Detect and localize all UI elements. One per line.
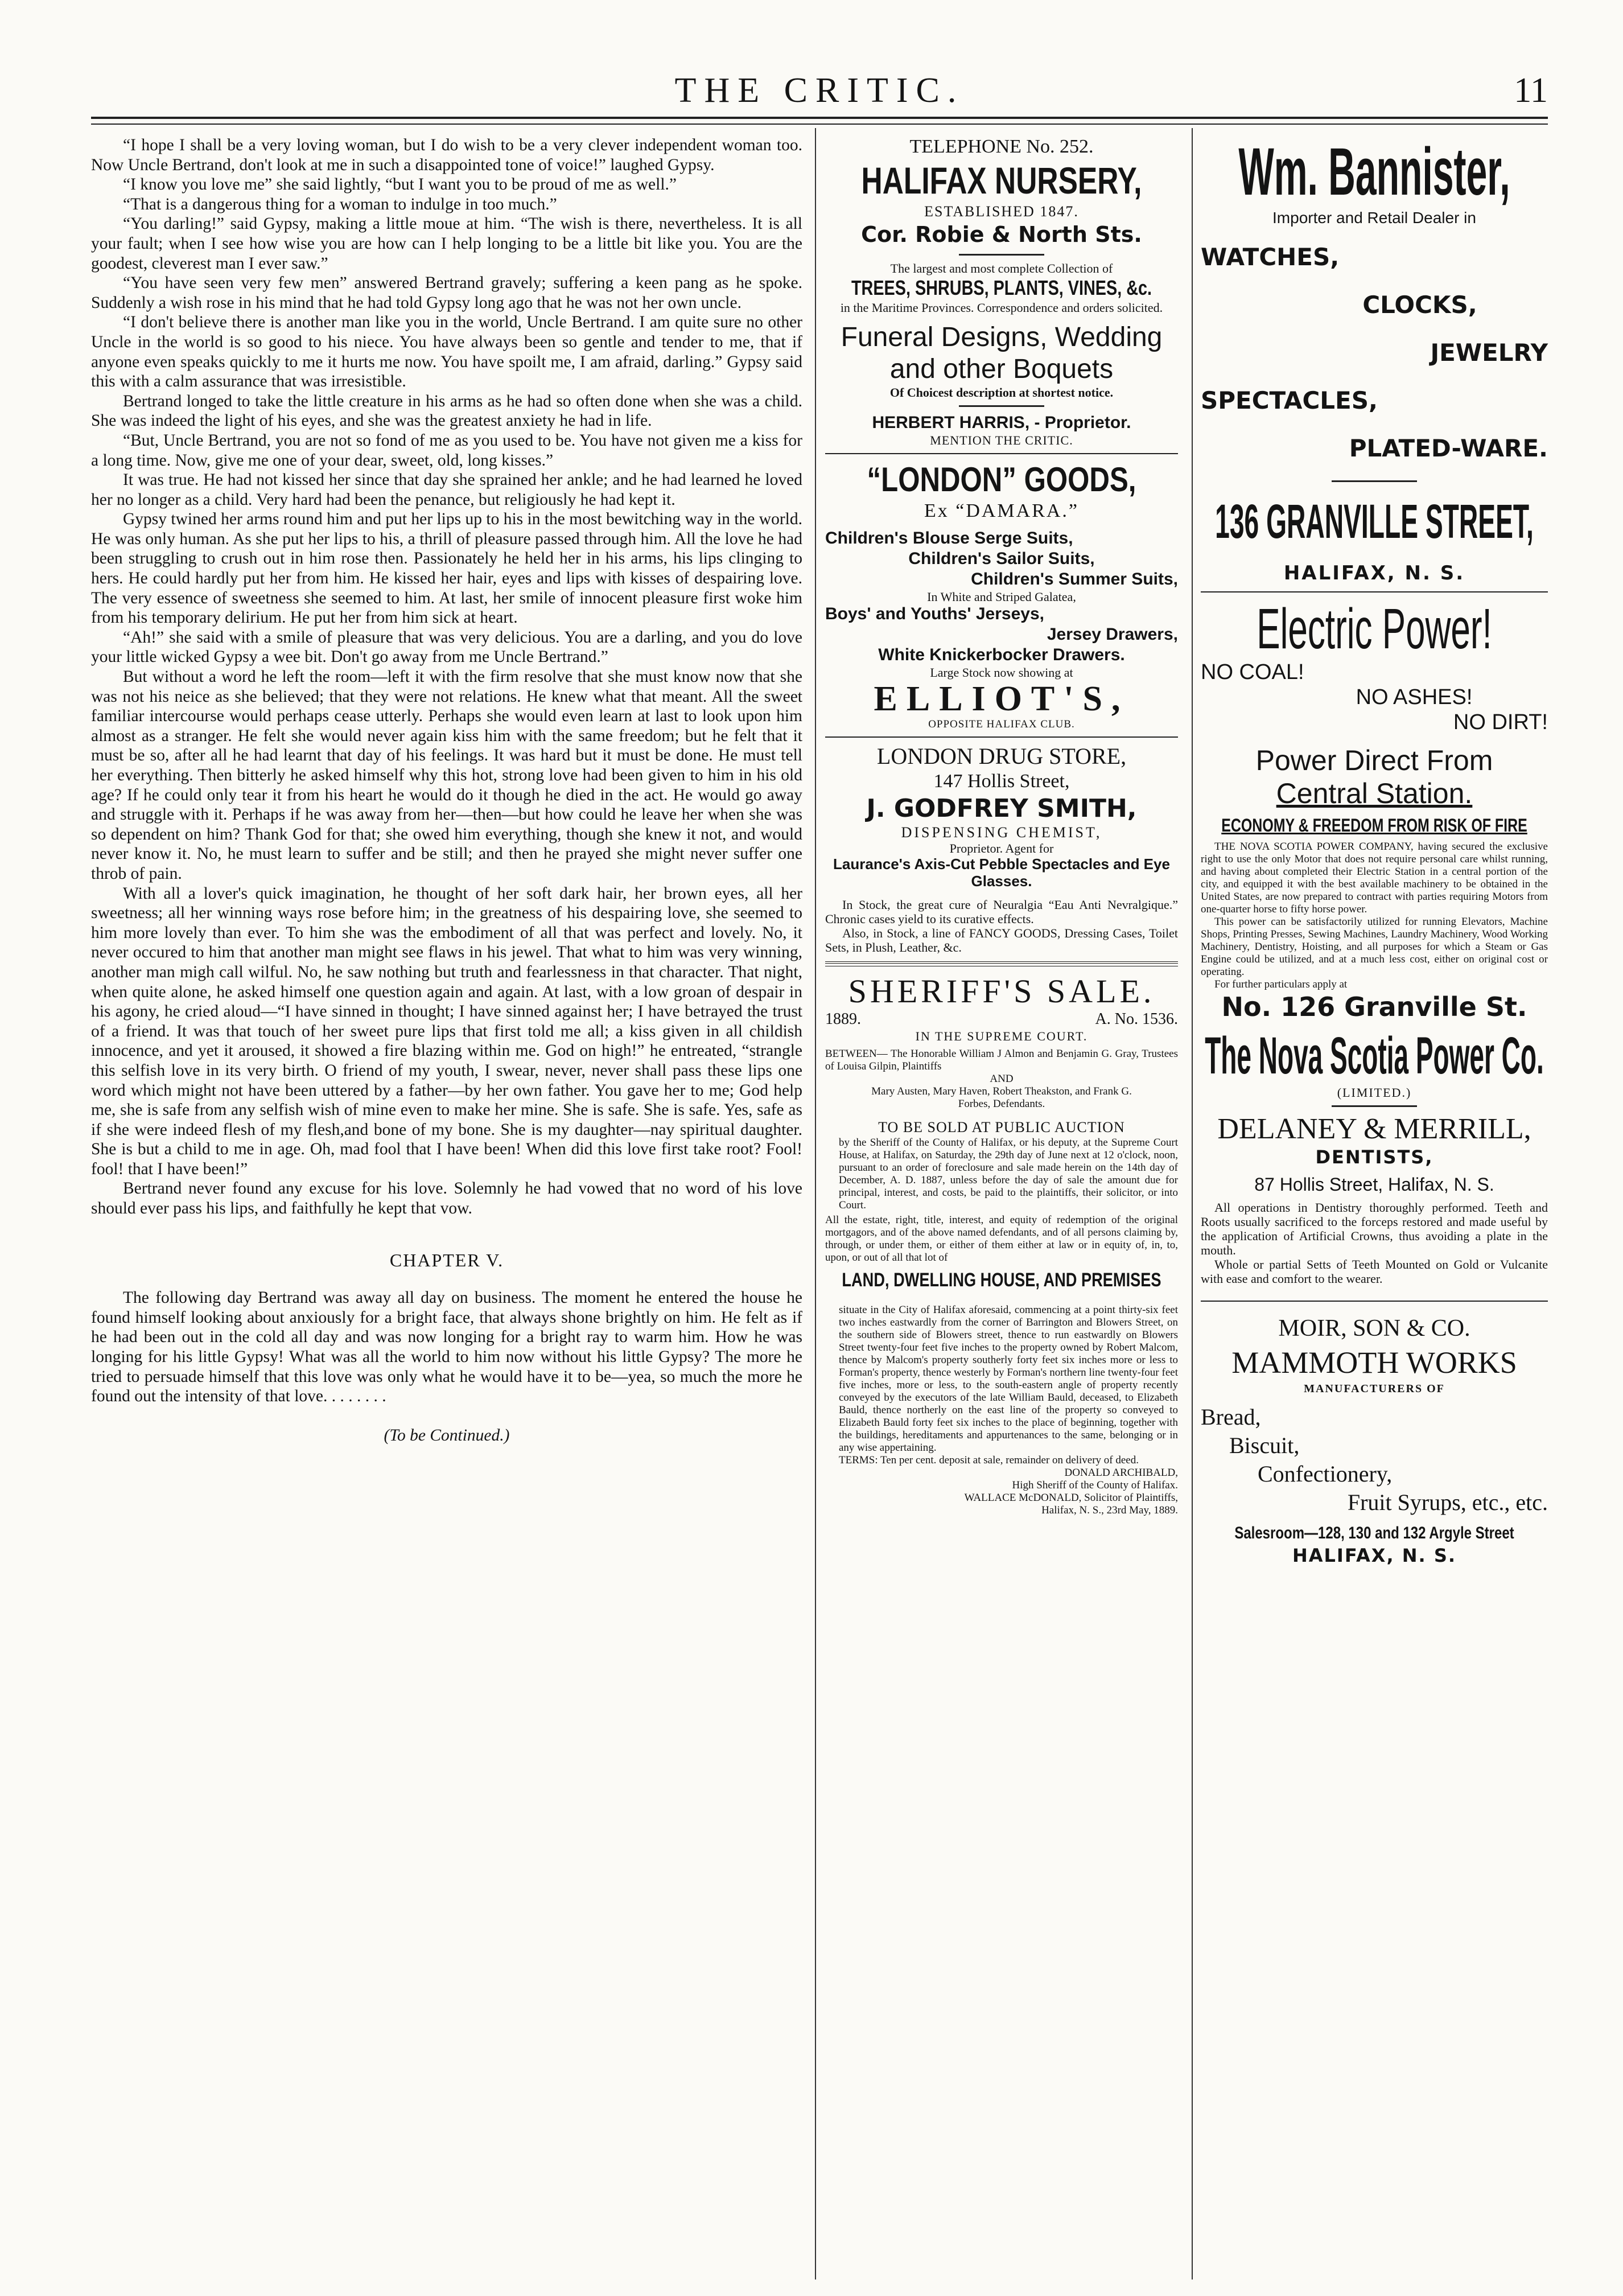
sheriff-property: LAND, DWELLING HOUSE, AND PREMISES [842, 1269, 1161, 1291]
story-paragraph: “But, Uncle Bertrand, you are not so fond of me as you used to be. You have not given me a kiss for a long time. Now, give me one of your dear, sweet, old, long kisses.” [91, 431, 802, 470]
story-paragraph: “You have seen very few men” answered Bertrand gravely; suffering a keen pang as he spoke. Suddenly a wish rose in his mind that he had told Gypsy long ago that he was not her own uncle. [91, 274, 802, 312]
bannister-city: HALIFAX, N. S. [1283, 562, 1465, 585]
drug-store-product: Laurance's Axis-Cut Pebble Spectacles and Eye Glasses. [833, 855, 1170, 890]
dentists-title: DENTISTS, [1315, 1146, 1433, 1168]
nursery-funeral-note: Of Choicest description at shortest notice. [889, 385, 1114, 400]
drug-store-ad [825, 743, 1178, 954]
sheriff-parties: BETWEEN— The Honorable William J Almon and Benjamin G. Gray, Trustees of Louisa Gilpin, Plaintiffs [825, 1048, 1178, 1072]
goods-store: ELLIOT'S, [874, 680, 1130, 718]
bannister-address: 136 GRANVILLE STREET, [1215, 495, 1534, 548]
nursery-ad [825, 135, 1178, 447]
moir-item: Confectionery, [1258, 1461, 1393, 1487]
bannister-ad [1201, 135, 1548, 586]
sheriff-auction: TO BE SOLD AT PUBLIC AUCTION [878, 1119, 1125, 1135]
sheriff-property-body: situate in the City of Halifax aforesaid, commencing at a point thirty-six feet two inches eastwardly from the corner of Barrington and Blowers Street, on the southern side of Blowers street, thence to run eastwardly on Blowers Street twenty-four feet five inches to the property owned by Robert Malcom, thence by Malcom's property southerly forty feet six inches more or less to Forman's property, thence westerly by Forman's northern line twenty-four feet five inches, more or less, to the south-eastern angle of property recently conveyed by the executors of the late William Bauld, deceased, to Elizabeth Bauld, thence northerly on the east line of the property so conveyed to Elizabeth Bauld forty feet six inches to the place of beginning, together with the buildings, hereditaments and appurtenances to the same, belonging or in any wise appertaining. [839, 1304, 1178, 1454]
goods-ship: Ex “DAMARA.” [924, 500, 1080, 521]
moir-item: Biscuit, [1229, 1433, 1300, 1458]
goods-line: White Knickerbocker Drawers. [878, 645, 1125, 664]
bannister-item: SPECTACLES, [1201, 386, 1378, 414]
ad-column-middle [825, 135, 1178, 1517]
moir-manufacturers: MANUFACTURERS OF [1304, 1382, 1445, 1395]
power-no-coal: NO COAL! [1201, 660, 1304, 684]
goods-line: Children's Blouse Serge Suits, [825, 529, 1073, 548]
story-paragraph: “Ah!” she said with a smile of pleasure that was very delicious. You are a darling, and you do love your little wicked Gypsy a wee bit. Don't go away from me Uncle Bertrand.” [91, 628, 802, 666]
column-divider [815, 128, 816, 2279]
nursery-established: ESTABLISHED 1847. [924, 203, 1079, 220]
sheriff-case-line [825, 1010, 1178, 1029]
column-divider [1192, 128, 1193, 2279]
moir-item: Fruit Syrups, etc., etc. [1347, 1489, 1548, 1515]
separator [1332, 1105, 1417, 1107]
story-paragraph: Gypsy twined her arms round him and put her lips up to his in the most bewitching way in the world. He was only human. As she put her lips to his, a thrill of pleasure passed through him. All the love he had been struggling to crush out in him rose then. Passionately he held her in his arms, his lips clinging to hers. He could hardly put her from him. He kissed her hair, eyes and lips with kisses of despairing love. The very essence of sweetness she seemed to him. At last, her smile of innocent pleasure first woke him from his temporary delirium. He put her from him sick at heart. [91, 510, 802, 627]
page-title: THE CRITIC. [674, 71, 965, 110]
power-company: The Nova Scotia Power Co. [1205, 1027, 1544, 1085]
ad-rule [825, 961, 1178, 966]
dentists-name: DELANEY & MERRILL, [1217, 1113, 1531, 1145]
nursery-telephone: TELEPHONE No. 252. [909, 136, 1094, 157]
dentists-body: Whole or partial Setts of Teeth Mounted on Gold or Vulcanite with ease and comfort to the wearer. [1201, 1257, 1548, 1286]
goods-opposite: OPPOSITE HALIFAX CLUB. [928, 718, 1075, 730]
drug-store-body: Also, in Stock, a line of FANCY GOODS, Dressing Cases, Toilet Sets, in Plush, Leather, &c. [825, 926, 1178, 954]
sheriff-year: 1889. [825, 1010, 861, 1028]
goods-line: Jersey Drawers, [1047, 625, 1178, 644]
london-goods-ad [825, 460, 1178, 731]
sheriff-defendants: Mary Austen, Mary Haven, Robert Theakston, and Frank G. Forbes, Defendants. [871, 1085, 1132, 1110]
drug-store-body: In Stock, the great cure of Neuralgia “Eau Anti Nevralgique.” Chronic cases yield to its curative effects. [825, 898, 1178, 926]
moir-salesroom: Salesroom—128, 130 and 132 Argyle Street [1234, 1524, 1514, 1542]
power-no-ashes: NO ASHES! [1356, 685, 1473, 709]
power-limited: (LIMITED.) [1337, 1085, 1412, 1100]
electric-power-ad [1201, 598, 1548, 1100]
sheriff-solicitor: WALLACE McDONALD, Solicitor of Plaintiffs, [964, 1492, 1178, 1504]
drug-store-proprietor: Proprietor. Agent for [949, 841, 1054, 855]
power-body: THE NOVA SCOTIA POWER COMPANY, having secured the exclusive right to use the only Motor that does not require personal care whilst running, and having about completed their Electric Station in a central portion of the city, and equipped it with the best available machinery to be obtained in the United States, are now prepared to contract with parties requiring Motors from one-quarter horse to fifty horse power. [1201, 841, 1548, 915]
moir-city: HALIFAX, N. S. [1292, 1545, 1457, 1566]
sheriff-title: SHERIFF'S SALE. [848, 973, 1155, 1010]
power-economy: ECONOMY & FREEDOM FROM RISK OF FIRE [1221, 815, 1527, 836]
sheriff-court: IN THE SUPREME COURT. [915, 1029, 1088, 1043]
bannister-item: PLATED-WARE. [1349, 434, 1548, 462]
sheriff-auction-body: by the Sheriff of the County of Halifax, or his deputy, at the Supreme Court House, at Halifax, on Saturday, the 29th day of June next at 12 o'clock, noon, pursuant to an order of foreclosure and sale made herein on the 14th day of December, A. D. 1887, unless before the day of sale the amount due for principal, interest, and costs, be paid to the plaintiffs, their solicitor, or into Court. [839, 1137, 1178, 1211]
power-address: No. 126 Granville St. [1221, 991, 1527, 1022]
bannister-name: Wm. Bannister, [1238, 134, 1510, 209]
story-column [91, 135, 802, 1445]
sheriff-estate: All the estate, right, title, interest, and equity of redemption of the original mortgagors, and of the above named defendants, and of all persons claiming by, through, or under them, or either of them either at law or in equity of, in, to, upon, or out of all that lot of [825, 1214, 1178, 1264]
bannister-item: WATCHES, [1201, 243, 1340, 271]
nursery-funeral: Funeral Designs, Wedding and other Boquets [841, 322, 1163, 384]
ad-rule [1201, 1301, 1548, 1302]
sheriff-name-title: High Sheriff of the County of Halifax. [1012, 1479, 1178, 1491]
masthead-rule-thin [91, 124, 1548, 125]
dentists-body: All operations in Dentistry thoroughly performed. Teeth and Roots usually sacrificed to the forceps restored and made useful by the application of Artificial Crowns, thus avoiding a plate in the mouth. [1201, 1200, 1548, 1257]
moir-item: Bread, [1201, 1404, 1261, 1430]
story-paragraph: The following day Bertrand was away all day on business. The moment he entered the house he found himself looking about anxiously for a bright face, that always shone brightly on him. He felt as if he had been out in the cold all day and was now longing for a bright ray to warm him. How he was longing for his little Gypsy! What was all the world to him now without his little Gypsy? The more he tried to persuade himself that this love was only what he would have it to be—yea, so much the more he found out the intensity of that love. . . . . . . . [91, 1289, 802, 1406]
nursery-name: HALIFAX NURSERY, [861, 159, 1142, 201]
page-number: 11 [1514, 71, 1548, 110]
power-body: For further particulars apply at [1214, 978, 1348, 990]
moir-works: MAMMOTH WORKS [1231, 1345, 1517, 1380]
separator [959, 254, 1044, 256]
nursery-region: in the Maritime Provinces. Correspondence and orders solicited. [840, 301, 1163, 315]
story-paragraph: “I don't believe there is another man like you in the world, Uncle Bertrand. I am quite sure no other Uncle in the world is so good to his niece. You have always been so gentle and tender to me, that if anyone even speaks quickly to me it hurts me now. You have spoilt me, I am afraid, darling.” Gypsy said this with a calm assurance that was irresistible. [91, 313, 802, 391]
power-sub: Central Station. [1276, 777, 1473, 809]
goods-line: Children's Sailor Suits, [908, 549, 1095, 568]
story-paragraph: Bertrand never found any excuse for his love. Solemnly he had vowed that no word of his love should ever pass his lips, and faithfully he kept that vow. [91, 1179, 802, 1218]
moir-ad [1201, 1313, 1548, 1567]
goods-line: Children's Summer Suits, [971, 570, 1178, 589]
sheriff-number: A. No. 1536. [1095, 1010, 1178, 1028]
drug-store-chemist: J. GODFREY SMITH, [866, 794, 1137, 823]
goods-stock: Large Stock now showing at [930, 665, 1073, 680]
bannister-tagline: Importer and Retail Dealer in [1272, 209, 1476, 227]
drug-store-name: LONDON DRUG STORE, [876, 743, 1127, 769]
power-body: This power can be satisfactorily utilized for running Elevators, Machine Shops, Printing Presses, Sewing Machines, Laundry Machinery, Wood Working Machinery, Dentistry, Hoisting, and all purposes for which a Steam or Gas Engine could be utilized, and at a much less cost, either on original cost or operating. [1201, 916, 1548, 978]
story-paragraph: “That is a dangerous thing for a woman to indulge in too much.” [123, 195, 557, 213]
story-paragraph: “I know you love me” she said lightly, “but I want you to be proud of me as well.” [123, 175, 677, 194]
power-no-dirt: NO DIRT! [1453, 710, 1548, 734]
power-headline: Electric Power! [1257, 597, 1492, 661]
dentists-ad [1201, 1113, 1548, 1286]
chapter-heading: CHAPTER V. [389, 1249, 504, 1270]
story-paragraph: “I hope I shall be a very loving woman, but I do wish to be a very clever independent woman too. Now Uncle Bertrand, don't look at me in such a disappointed tone of voice!” laughed Gypsy. [91, 136, 802, 174]
sheriff-name: DONALD ARCHIBALD, [1064, 1467, 1178, 1479]
story-paragraph: But without a word he left the room—left it with the firm resolve that she must know now that she was not his neice as she believed; that they were not relations. He knew what that meant. All the sweet familiar intercourse would perhaps cease utterly. Perhaps she would even learn at last to look upon him almost as a stranger. He felt she would never again kiss him with the same freedom; but he felt that it must be so, after all he had learnt that day of his feelings. It was hard but it must be done. He must tell her everything. Then bitterly he asked himself why this hot, strong love had been given to him in his old age? If he could only tear it from his heart he would do it though he died in the act. He would go away and struggle with it. Perhaps if he was away from her—then—but how could he leave her when she was so dependent on him? Thank God for that; she owed him everything, though she knew it not, and would never know it. No, he must learn to suffer and be still; and then he prayed she might never suffer one throb of pain. [91, 668, 802, 883]
story-paragraph: It was true. He had not kissed her since that day she sprained her ankle; and he had learned he loved her no longer as a child. Very hard had been the penance, but religiously he had kept it. [91, 471, 802, 509]
sheriff-and: AND [990, 1073, 1014, 1085]
ad-rule [1201, 591, 1548, 592]
ad-rule [825, 736, 1178, 738]
power-sub: Power Direct From [1255, 744, 1493, 776]
nursery-intro: The largest and most complete Collection of [890, 261, 1113, 275]
separator [959, 405, 1044, 407]
story-paragraph: Bertrand longed to take the little creature in his arms as he had so often done when she was a child. She was indeed the light of his eyes, and she was the greatest anxiety he had in life. [91, 392, 802, 430]
story-paragraph: “You darling!” said Gypsy, making a little moue at him. “The wish is there, nevertheless. It is all your fault; when I see how wise you are how can I help longing to be a little bit like you. You are the goodest, cleverest man I ever saw.” [91, 215, 802, 273]
sheriff-sale-ad [825, 973, 1178, 1517]
nursery-address: Cor. Robie & North Sts. [861, 222, 1142, 247]
dentists-address: 87 Hollis Street, Halifax, N. S. [1254, 1174, 1494, 1195]
nursery-products: TREES, SHRUBS, PLANTS, VINES, &c. [851, 276, 1152, 299]
sheriff-date: Halifax, N. S., 23rd May, 1889. [1041, 1504, 1178, 1516]
separator [1332, 480, 1417, 482]
goods-headline: “LONDON” GOODS, [867, 460, 1136, 499]
bannister-item: JEWELRY [1430, 339, 1548, 367]
masthead-rule [91, 117, 1548, 119]
story-paragraph: With all a lover's quick imagination, he thought of her soft dark hair, her brown eyes, all her sweetness; all her winning ways rose before him; in the greatness of his despairing love, she seemed to him more lovely than ever. To him she was the embodiment of all that was perfect and lovely. No, it never occured to him that another man might see flaws in his jewel. That what to him was very winning, another man migh call wilful. No, he saw nothing but truth and fearlessness in that character. That night, when quite alone, he asked himself one question again and again. At last, with a low groan of despair in his agony, he cried aloud—“I have sinned in thought; I have sinned against her; I have betrayed the trust of a friend. It was that touch of her sweet pure lips that first told me all; a kiss given in all childish innocence, and yet it aroused, it showed a fire blazing within me. God on high!” he entreated, “strangle this selfish love in its very birth. O friend of my youth, I swear, never, never shall pass these lips one word which might not have been uttered by a father—by her own father. You gave her to me; God help me, she is safe from any selfish wish of mine even to make her mine. She is safe. She is safe. Yes, safe as if she were indeed flesh of my flesh,and bone of my bone. She is my daughter—nay spiritual daughter. She is but a child to me in age. Oh, mad fool that I have been! When did this love first take root? Fool! fool! that I have been!” [91, 884, 802, 1178]
continued-note: (To be Continued.) [384, 1426, 510, 1445]
masthead [91, 67, 1548, 122]
drug-store-title: DISPENSING CHEMIST, [901, 824, 1102, 841]
ad-column-right [1201, 135, 1548, 1567]
bannister-item: CLOCKS, [1362, 291, 1477, 319]
goods-line: Boys' and Youths' Jerseys, [825, 604, 1044, 623]
ad-rule [825, 453, 1178, 454]
drug-store-address: 147 Hollis Street, [933, 771, 1070, 792]
sheriff-terms: TERMS: Ten per cent. deposit at sale, remainder on delivery of deed. [839, 1454, 1139, 1466]
moir-name: MOIR, SON & CO. [1278, 1315, 1470, 1342]
nursery-proprietor: HERBERT HARRIS, - Proprietor. [872, 413, 1131, 432]
goods-line: In White and Striped Galatea, [927, 590, 1076, 604]
nursery-mention: MENTION THE CRITIC. [930, 433, 1073, 447]
